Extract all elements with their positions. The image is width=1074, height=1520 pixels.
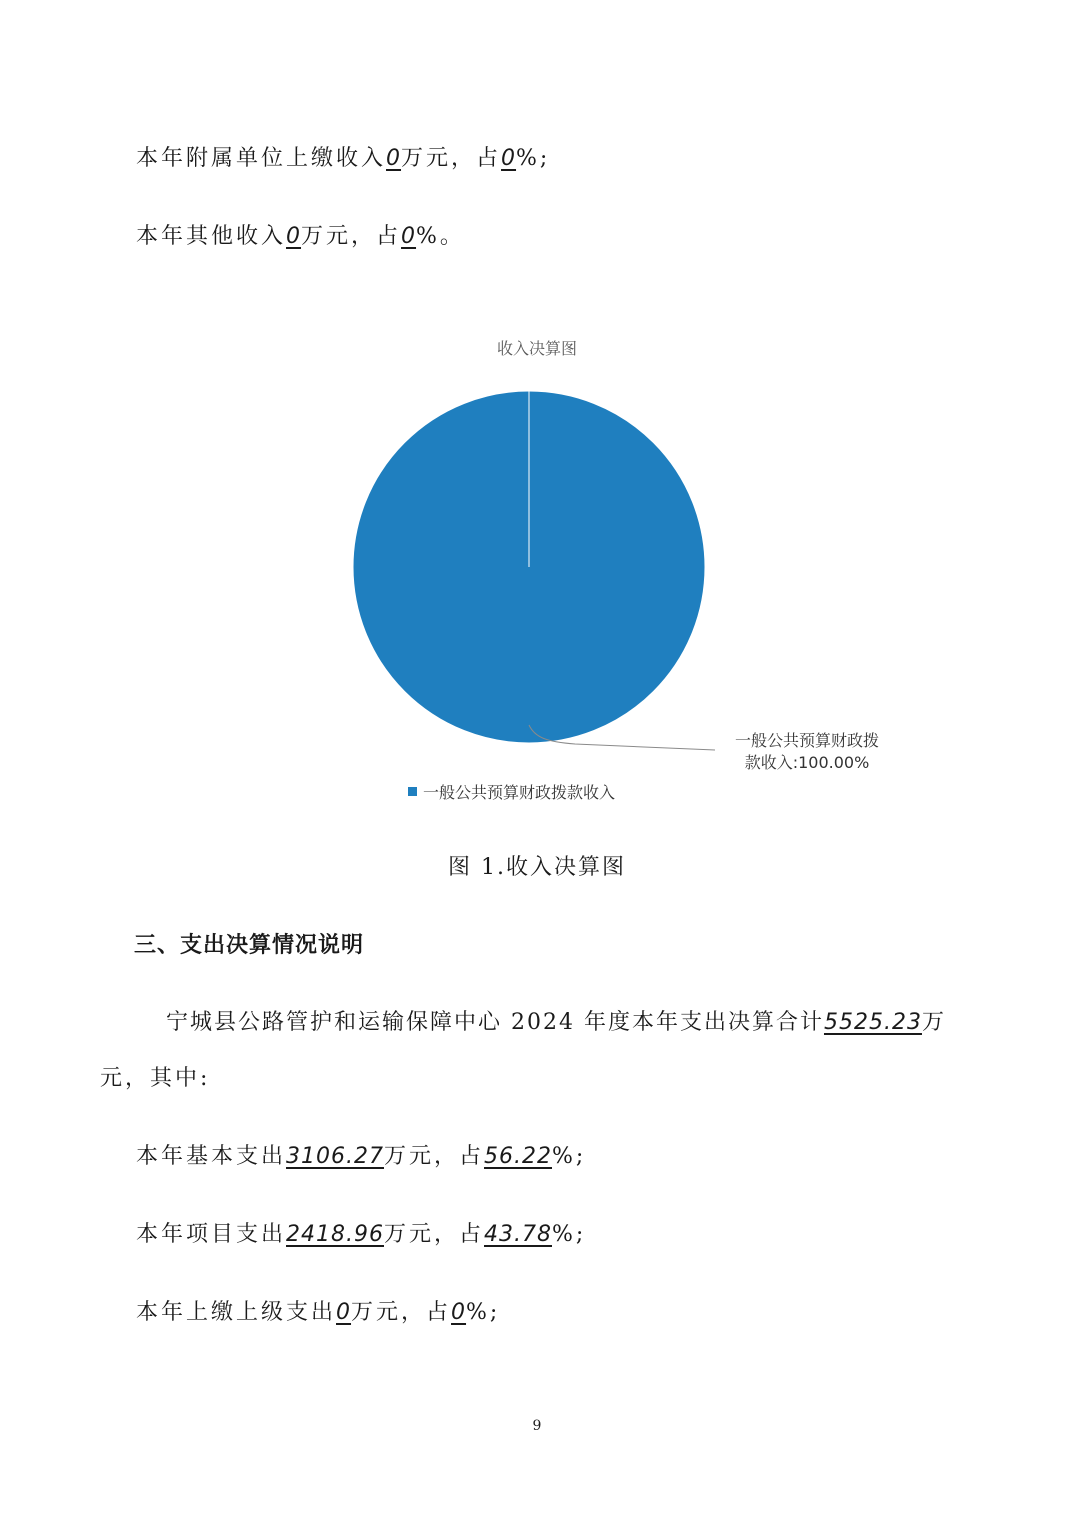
legend-swatch [408, 787, 417, 796]
text: 万元，占 [351, 1300, 452, 1325]
chart-legend [408, 780, 615, 803]
paragraph-basic-expenditure [136, 1142, 586, 1172]
chart-title: 收入决算图 [496, 339, 577, 358]
text: 本年项目支出 [136, 1222, 287, 1247]
paragraph-project-expenditure [136, 1220, 586, 1250]
text: %; [516, 146, 551, 171]
text: %; [466, 1300, 501, 1325]
data-label [712, 730, 902, 774]
paragraph-expenditure-intro [166, 1008, 946, 1038]
text: 本年附属单位上缴收入 [136, 146, 387, 171]
text: %; [552, 1222, 587, 1247]
percent-value: 56.22 [484, 1144, 552, 1169]
percent-value: 0 [451, 1300, 467, 1325]
amount-value: 2418.96 [286, 1222, 384, 1247]
data-label-line2: 款收入:100.00% [744, 753, 870, 772]
data-label-line1: 一般公共预算财政拨 [734, 731, 879, 750]
text: 宁城县公路管护和运输保障中心 2024 年度本年支出决算合计 [166, 1010, 824, 1035]
percent-value: 0 [501, 146, 517, 171]
text: 万元，占 [384, 1222, 485, 1247]
text: 万 [921, 1010, 946, 1035]
text: 万元，占 [401, 146, 502, 171]
text: 本年基本支出 [136, 1144, 287, 1169]
section-heading: 三、支出决算情况说明 [134, 933, 365, 958]
paragraph-superior-expenditure [136, 1298, 500, 1328]
amount-value: 3106.27 [286, 1144, 384, 1169]
text: 万元，占 [301, 224, 402, 249]
legend-label: 一般公共预算财政拨款收入 [423, 783, 616, 802]
text: 万元，占 [384, 1144, 485, 1169]
total-value: 5525.23 [823, 1010, 922, 1035]
text: %; [552, 1144, 587, 1169]
paragraph-expenditure-intro-cont: 元，其中: [100, 1066, 211, 1091]
amount-value: 0 [386, 146, 402, 171]
amount-value: 0 [286, 224, 302, 249]
text: %。 [416, 224, 465, 249]
percent-value: 0 [401, 224, 417, 249]
figure-caption: 图 1.收入决算图 [448, 855, 626, 880]
percent-value: 43.78 [484, 1222, 552, 1247]
amount-value: 0 [336, 1300, 352, 1325]
page-number: 9 [532, 1418, 542, 1434]
text: 本年上缴上级支出 [136, 1300, 337, 1325]
text: 本年其他收入 [136, 224, 287, 249]
